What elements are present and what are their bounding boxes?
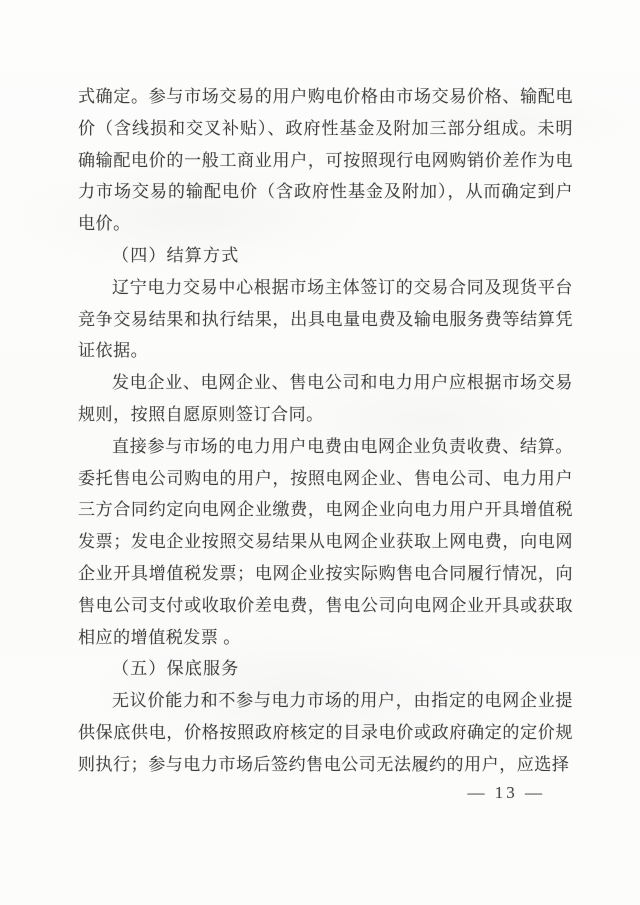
page-number: — 13 — bbox=[467, 783, 545, 802]
paragraph: 式确定。参与市场交易的用户购电价格由市场交易价格、输配电价（含线损和交叉补贴）、政府性基金及附加三部分组成。未明确输配电价的一般工商业用户，可按照现行电网购销价差作为电力市场交易的输配电价（含政府性基金及附加），从而确定到户电价。 bbox=[78, 87, 573, 234]
section-heading: （五）保底服务 bbox=[112, 659, 240, 679]
paragraph: 直接参与市场的电力用户电费由电网企业负责收费、结算。委托售电公司购电的用户，按照电网企业、售电公司、电力用户三方合同约定向电网企业缴费，电网企业向电力用户开具增值税发票；发电企业按照交易结果从电网企业获取上网电费，向电网企业开具增值税发票；电网企业按实际购售电合同履行情况，向售电公司支付或收取价差电费，售电公司向电网企业开具或获取相应的增值税发票 。 bbox=[78, 436, 573, 647]
paragraph: 无议价能力和不参与电力市场的用户，由指定的电网企业提供保底供电，价格按照政府核定的目录电价或政府确定的定价规则执行；参与电力市场后签约售电公司无法履约的用户，应选择 bbox=[78, 691, 573, 774]
document-body bbox=[78, 81, 573, 781]
paragraph: 辽宁电力交易中心根据市场主体签订的交易合同及现货平台竞争交易结果和执行结果，出具电量电费及输电服务费等结算凭证依据。 bbox=[78, 277, 573, 361]
paragraph: 发电企业、电网企业、售电公司和电力用户应根据市场交易规则，按照自愿原则签订合同。 bbox=[78, 373, 573, 424]
section-heading: （四）结算方式 bbox=[112, 245, 240, 265]
